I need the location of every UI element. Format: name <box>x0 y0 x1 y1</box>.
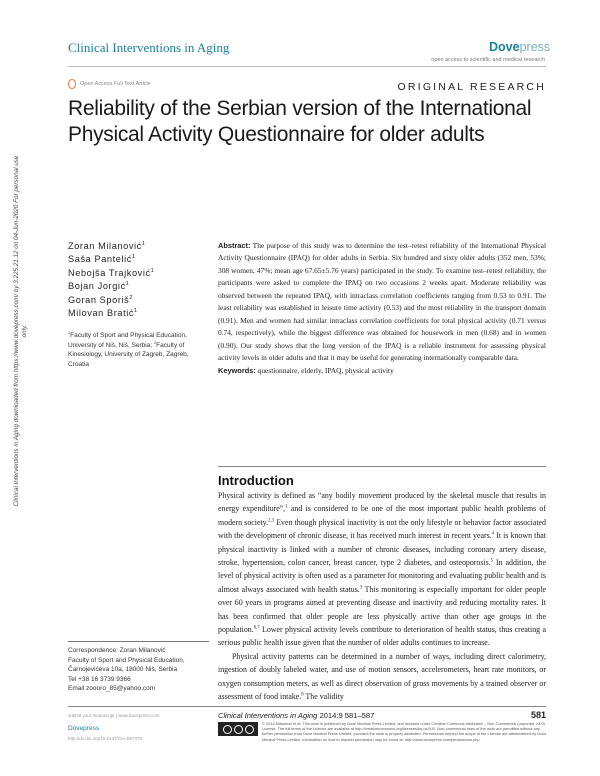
author-name: Goran Sporiš$^2$ <box>68 294 134 305</box>
author-name: Zoran Milanović$^1$ <box>68 240 146 251</box>
intro-paragraph-2: Physical activity patterns can be determined in a number of ways, including direct calorimetry, ingestion of doubly labeled water, and use of motion sensors, accelerometers, heart rate monitors, or oxygen consumption meters, as well as direct observation of gross movements by a trained observer or assessment of food intake.$^8$ The validity <box>218 651 546 702</box>
introduction-body <box>218 489 546 704</box>
keywords-text: questionnaire, elderly, IPAQ, physical activity <box>255 365 394 375</box>
publisher-tagline: open access to scientific and medical research <box>431 57 545 63</box>
abstract-text: The purpose of this study was to determine the test–retest reliability of the International Physical Activity Questionnaire (IPAQ) for older adults in Serbia. Six hundred and sixty older adults (352 men, 53%; 308 women, 47%; mean age 67.65±5.76 years) participated in the study. To examine test–retest reliability, the participants were asked to complete the IPAQ on two occasions 2 weeks apart. Moderate reliability was observed between the repeated IPAQ, with intraclass correlation coefficients ranging from 0.53 to 0.91. The least reliability was established in leisure time activity (0.53) and the most reliability in the transport domain (0.91). Men and women had similar intraclass correlation coefficients for total physical activity (0.71 versus 0.74, respectively), while the biggest difference was obtained for housework in men (0.68) and in women (0.90). Our study shows that the long version of the IPAQ is a reliable instrument for assessing physical activity levels in older adults and that it may be useful for generating internationally comparable data. <box>218 241 546 363</box>
correspondence-divider <box>68 641 209 642</box>
abstract <box>218 240 546 377</box>
open-access-icon <box>68 79 76 89</box>
intro-paragraph-1: Physical activity is defined as “any bodily movement produced by the skeletal muscle that results in energy expenditure”,$^1$ and is considered to be one of the most important public health problems of modern society.$^{2,3}$ Even though physical inactivity is not the only lifestyle or behavior factor associated with the development of chronic disease, it has received much interest in recent years.$^4$ It is known that physical inactivity is linked with a number of chronic diseases, including coronary artery disease, stroke, hypertension, colon cancer, breast cancer, type 2 diabetes, and osteoporosis.$^5$ In addition, the level of physical activity is often used as a parameter for monitoring and evaluating public health and is almost always associated with health status.$^3$ This monitoring is especially important for older people over 60 years in programs aimed at preventing disease and inactivity and reducing mortality rates. It has been confirmed that older people are less physically active than other age groups in the population.$^{6,7}$ Lower physical activity levels contribute to deterioration of health status, thus creating a serious public health issue given that the number of older adults continues to increase. <box>218 491 546 648</box>
correspondence-line[interactable]: Email zoooro_85@yahoo.com <box>68 685 156 692</box>
citation-ref[interactable]: 4 <box>491 531 495 537</box>
author-name: Nebojša Trajković$^1$ <box>68 267 155 278</box>
article-title: Reliability of the Serbian version of the International Physical Activity Questionnaire for older adults <box>68 97 532 146</box>
citation-ref[interactable]: 2,3 <box>268 518 275 524</box>
journal-name: Clinical Interventions in Aging <box>68 40 230 55</box>
citation-ref[interactable]: 8 <box>301 692 304 698</box>
submit-link[interactable]: submit your manuscript | www.dovepress.com <box>68 713 160 718</box>
footer-publisher[interactable]: Dovepress <box>68 725 100 732</box>
cc-license-icon[interactable] <box>218 722 258 736</box>
abstract-divider <box>218 466 546 467</box>
citation-volume: 2014:9 581–587 <box>317 711 375 720</box>
citation-ref[interactable]: 1 <box>285 504 288 510</box>
license-text: © 2014 Milanović et al. This work is published by Dove Medical Press Limited, and licensed under Creative Commons Attribution – Non Commercial (unported, v3.0) License. The full terms of the License are available at http://creativecommons.org/licenses/by-nc/3.0/. Non-commercial uses of the work are permitted without any further permission from Dove Medical Press Limited, provided the work is properly attributed. Permissions beyond the scope of the License are administered by Dove Medical Press Limited. Information on how to request permission may be found at: http://www.dovepress.com/permissions.php <box>262 721 547 742</box>
keywords-label: Keywords: <box>218 365 256 375</box>
author-list <box>68 240 154 320</box>
citation <box>218 711 374 720</box>
footer-divider <box>68 706 546 707</box>
affiliation: Faculty of Kinesiology, University of Zagreb, Zagreb, Croatia <box>68 341 189 368</box>
author-name: Saša Pantelić$^1$ <box>68 254 136 265</box>
citation-journal: Clinical Interventions in Aging <box>218 711 318 720</box>
publisher-logo[interactable] <box>489 40 550 54</box>
article-type: ORIGINAL RESEARCH <box>397 81 546 93</box>
affiliation: Faculty of Sport and Physical Education, University of Niš, Niš, Serbia; <box>68 332 187 349</box>
citation-ref[interactable]: 3 <box>359 585 363 591</box>
page-number: 581 <box>530 710 546 720</box>
correspondence-line: Faculty of Sport and Physical Education, <box>68 656 185 664</box>
publisher-sub: press <box>519 40 551 54</box>
correspondence-heading: Correspondence: Zoran Milanović <box>68 647 166 654</box>
header-divider <box>68 66 546 67</box>
correspondence-line: Čarnojevićeva 10a, 18000 Niš, Serbia <box>68 666 178 673</box>
correspondence-line: Tel +38 16 3739 9366 <box>68 675 131 683</box>
correspondence <box>68 646 210 694</box>
section-heading-introduction: Introduction <box>218 473 294 488</box>
open-access-text: Open Access Full Text Article <box>80 81 151 87</box>
author-name: Milovan Bratić$^1$ <box>68 307 138 319</box>
doi-link[interactable]: http://dx.doi.org/10.2147/CIA.S57379 <box>68 736 143 741</box>
abstract-label: Abstract: <box>218 241 251 250</box>
open-access-label <box>68 79 151 89</box>
citation-ref[interactable]: 6,7 <box>253 625 260 631</box>
citation-ref[interactable]: 5 <box>490 558 494 564</box>
publisher-main: Dove <box>489 40 520 54</box>
download-notice: Clinical Interventions in Aging downloaded from https://www.dovepress.com/ by 3.225.21.12 on 04-Jun-2020 For personal use only. <box>13 155 28 507</box>
author-name: Bojan Jorgić$^1$ <box>68 281 130 292</box>
download-sidebar <box>4 155 38 520</box>
affiliations: $^1$Faculty of Sport and Physical Education, University of Niš, Niš, Serbia; $^2$Faculty of Kinesiology, University of Zagreb, Zagreb, Croatia <box>68 329 189 368</box>
